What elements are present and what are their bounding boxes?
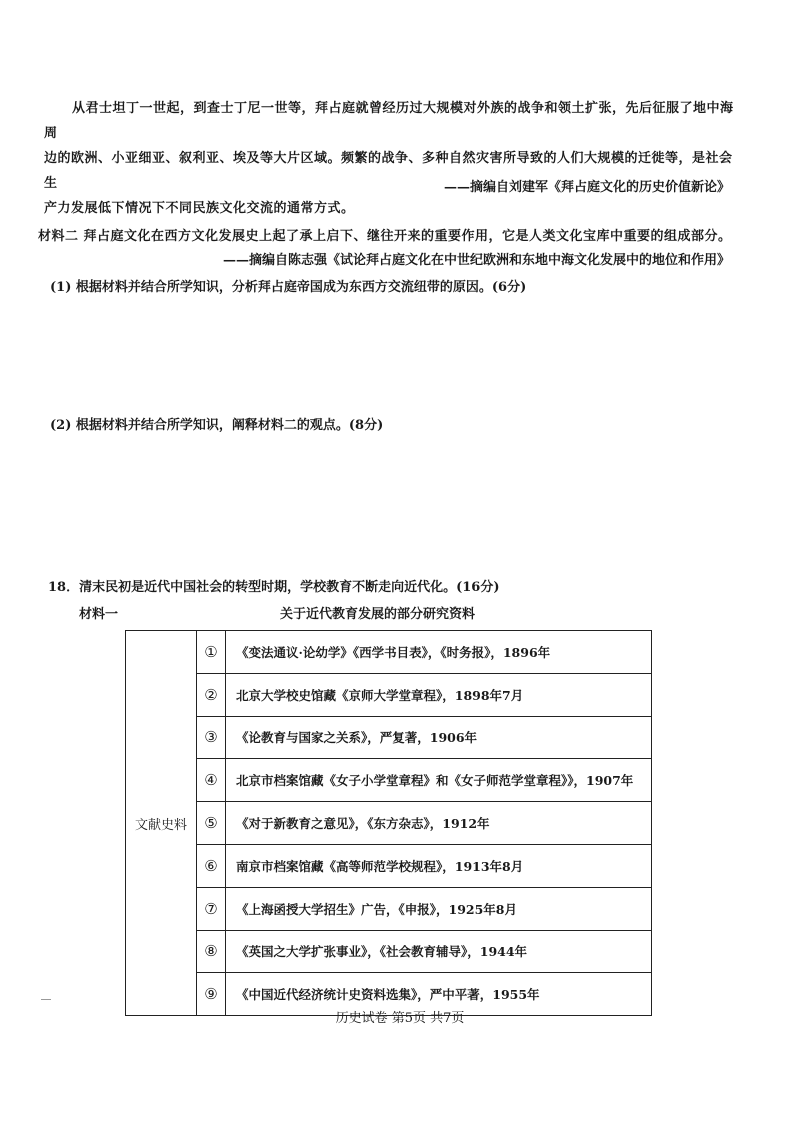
- category-cell: 文献史料: [126, 631, 197, 1016]
- question-2: (2) 根据材料并结合所学知识，阐释材料二的观点。(8分): [50, 418, 384, 433]
- question-18-stem: 18．清末民初是近代中国社会的转型时期，学校教育不断走向近代化。(16分): [48, 580, 500, 595]
- row-text: 《中国近代经济统计史资料选集》，严中平著，1955年: [226, 973, 652, 1016]
- question-1: (1) 根据材料并结合所学知识，分析拜占庭帝国成为东西方交流纽带的原因。(6分): [50, 280, 527, 295]
- table-row: [126, 631, 652, 674]
- row-text: 北京大学校史馆藏《京师大学堂章程》，1898年7月: [226, 673, 652, 716]
- research-materials-table: [125, 630, 652, 1016]
- row-number: ④: [197, 759, 226, 802]
- table-title: 关于近代教育发展的部分研究资料: [280, 607, 476, 622]
- row-number: ⑥: [197, 844, 226, 887]
- row-number: ⑨: [197, 973, 226, 1016]
- material2-source: ——摘编自陈志强《试论拜占庭文化在中世纪欧洲和东地中海文化发展中的地位和作用》: [222, 253, 730, 268]
- material-label: 材料一: [79, 607, 119, 622]
- table-row: [126, 887, 652, 930]
- table-row: [126, 673, 652, 716]
- row-text: 《对于新教育之意见》，《东方杂志》，1912年: [226, 802, 652, 845]
- row-number: ⑦: [197, 887, 226, 930]
- table-row: [126, 759, 652, 802]
- row-number: ⑧: [197, 930, 226, 973]
- table-row: [126, 716, 652, 759]
- margin-mark: [41, 999, 51, 1000]
- row-number: ③: [197, 716, 226, 759]
- row-text: 《变法通议·论幼学》《西学书目表》，《时务报》，1896年: [226, 631, 652, 674]
- page-footer: 历史试卷 第5页 共7页: [335, 1011, 465, 1026]
- passage-source: ——摘编自刘建军《拜占庭文化的历史价值新论》: [443, 180, 730, 195]
- table-row: [126, 802, 652, 845]
- row-number: ⑤: [197, 802, 226, 845]
- row-number: ①: [197, 631, 226, 674]
- material2-text: 材料二 拜占庭文化在西方文化发展史上起了承上启下、继往开来的重要作用，它是人类文化宝库中重要的组成部分。: [38, 229, 732, 244]
- table-row: [126, 930, 652, 973]
- row-number: ②: [197, 673, 226, 716]
- passage-line: 产力发展低下情况下不同民族文化交流的通常方式。: [44, 201, 355, 216]
- row-text: 北京市档案馆藏《女子小学堂章程》和《女子师范学堂章程》》，1907年: [226, 759, 652, 802]
- table-row: [126, 844, 652, 887]
- passage-line: 边的欧洲、小亚细亚、叙利亚、埃及等大片区域。频繁的战争、多种自然灾害所导致的人们大规模的迁徙等，是社会生: [44, 151, 733, 191]
- passage-line: 从君士坦丁一世起，到查士丁尼一世等，拜占庭就曾经历过大规模对外族的战争和领土扩张，先后征服了地中海周: [44, 101, 734, 141]
- row-text: 《上海函授大学招生》广告，《申报》，1925年8月: [226, 887, 652, 930]
- row-text: 南京市档案馆藏《高等师范学校规程》，1913年8月: [226, 844, 652, 887]
- row-text: 《英国之大学扩张事业》，《社会教育辅导》，1944年: [226, 930, 652, 973]
- passage-text: [44, 96, 734, 221]
- row-text: 《论教育与国家之关系》，严复著，1906年: [226, 716, 652, 759]
